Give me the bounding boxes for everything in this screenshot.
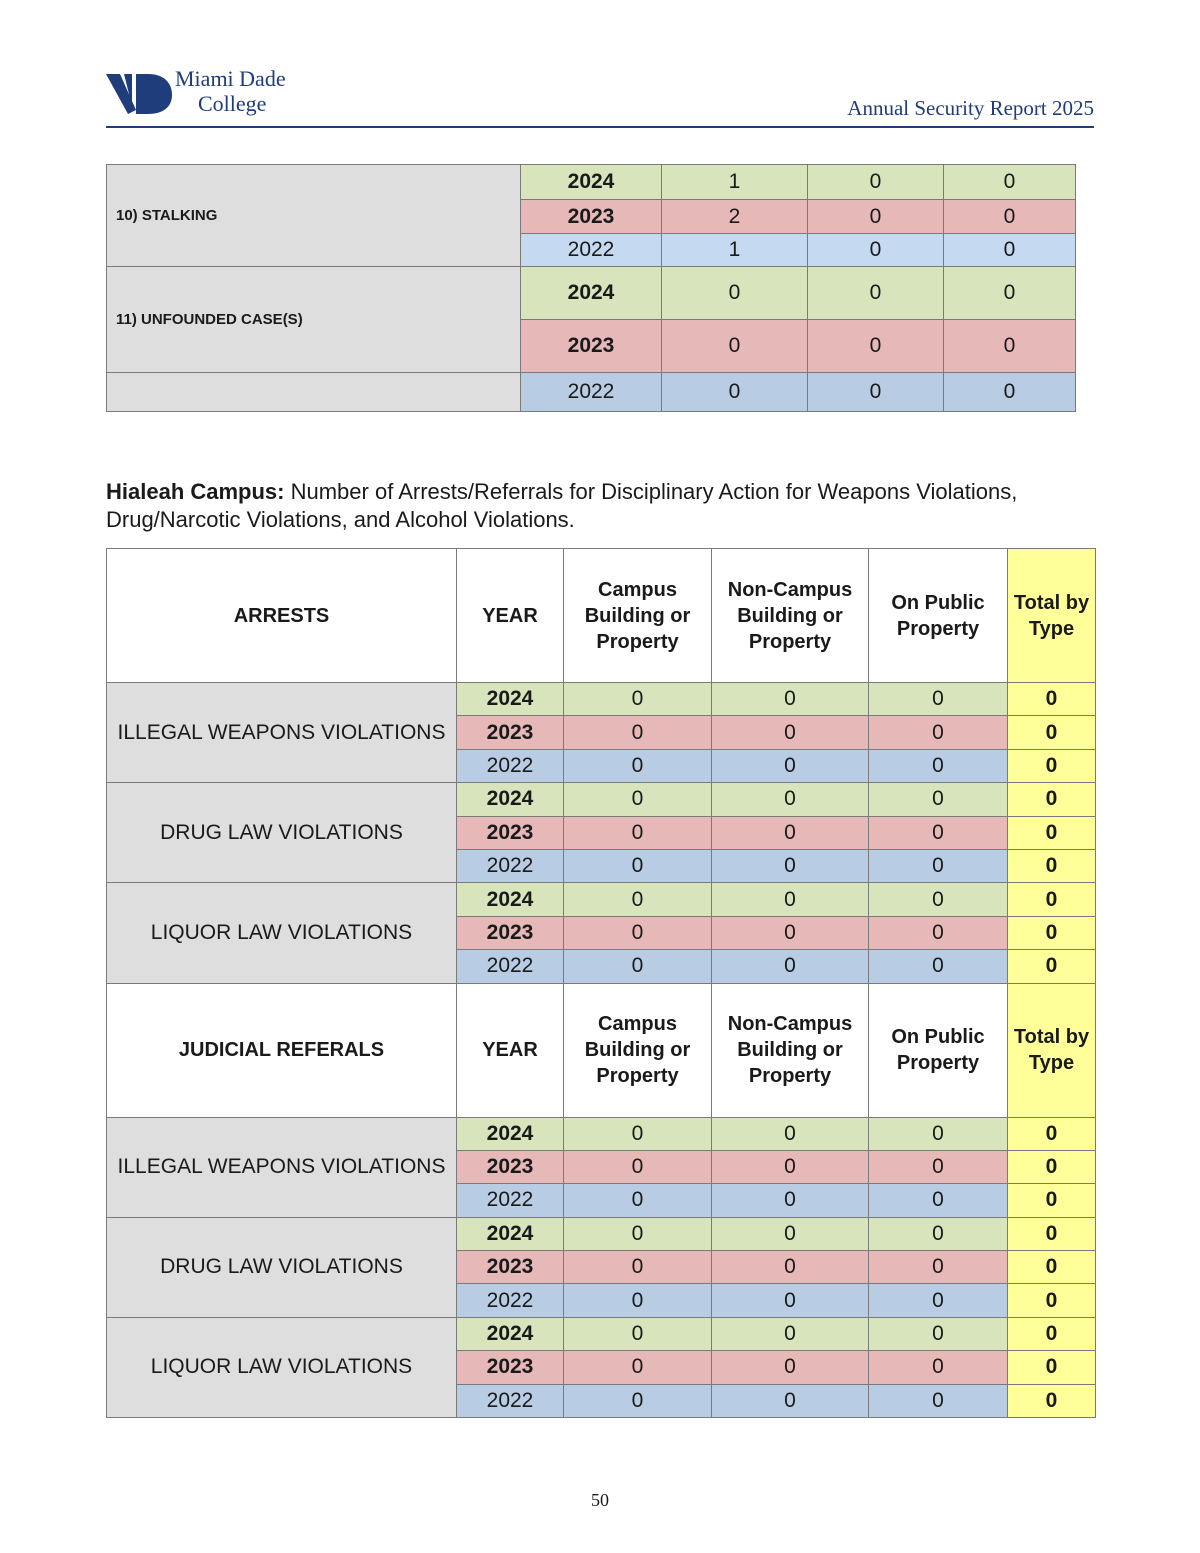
value-cell: 0	[712, 1251, 869, 1284]
total-cell: 0	[1008, 950, 1096, 983]
year-cell: 2023	[457, 1150, 564, 1183]
campus-name: Hialeah Campus:	[106, 479, 285, 504]
value-cell: 0	[564, 749, 712, 782]
column-header: Non-Campus Building or Property	[712, 983, 869, 1117]
value-cell: 0	[712, 816, 869, 849]
value-cell: 0	[564, 849, 712, 882]
total-cell: 0	[1008, 716, 1096, 749]
table-row	[107, 683, 1096, 716]
value-cell: 0	[808, 267, 944, 320]
value-cell: 0	[944, 165, 1076, 200]
year-cell: 2023	[521, 320, 662, 373]
total-cell: 0	[1008, 1284, 1096, 1317]
table-row	[107, 373, 1076, 412]
value-cell: 0	[564, 1217, 712, 1250]
column-header: Non-Campus Building or Property	[712, 549, 869, 683]
category-label: DRUG LAW VIOLATIONS	[107, 1217, 457, 1317]
year-cell: 2023	[457, 816, 564, 849]
value-cell: 0	[564, 883, 712, 916]
value-cell: 0	[564, 1351, 712, 1384]
value-cell: 0	[712, 683, 869, 716]
category-label: ILLEGAL WEAPONS VIOLATIONS	[107, 1117, 457, 1217]
section-intro	[106, 478, 1086, 534]
college-logo-icon	[106, 70, 172, 116]
year-cell: 2022	[521, 373, 662, 412]
value-cell: 0	[869, 1384, 1008, 1417]
column-header: On Public Property	[869, 549, 1008, 683]
column-header: Campus Building or Property	[564, 983, 712, 1117]
value-cell: 0	[712, 1317, 869, 1350]
total-cell: 0	[1008, 816, 1096, 849]
year-cell: 2024	[521, 267, 662, 320]
year-cell: 2022	[457, 1284, 564, 1317]
value-cell: 0	[869, 1351, 1008, 1384]
category-label: LIQUOR LAW VIOLATIONS	[107, 883, 457, 983]
value-cell: 0	[564, 716, 712, 749]
value-cell: 0	[944, 373, 1076, 412]
value-cell: 0	[712, 1351, 869, 1384]
total-cell: 0	[1008, 783, 1096, 816]
total-cell: 0	[1008, 683, 1096, 716]
vawa-offenses-table	[106, 164, 1076, 412]
section-title: JUDICIAL REFERALS	[107, 983, 457, 1117]
total-cell: 0	[1008, 1384, 1096, 1417]
value-cell: 0	[944, 267, 1076, 320]
value-cell: 0	[564, 816, 712, 849]
total-cell: 0	[1008, 1317, 1096, 1350]
value-cell: 0	[869, 1317, 1008, 1350]
value-cell: 0	[869, 783, 1008, 816]
value-cell: 0	[808, 234, 944, 267]
table-row	[107, 267, 1076, 320]
value-cell: 0	[564, 950, 712, 983]
page-number: 50	[591, 1490, 609, 1510]
value-cell: 0	[662, 373, 808, 412]
total-cell: 0	[1008, 1351, 1096, 1384]
value-cell: 0	[869, 916, 1008, 949]
year-cell: 2022	[457, 1384, 564, 1417]
column-header: Total by Type	[1008, 549, 1096, 683]
total-cell: 0	[1008, 1251, 1096, 1284]
year-cell: 2023	[457, 1251, 564, 1284]
total-cell: 0	[1008, 916, 1096, 949]
value-cell: 0	[944, 320, 1076, 373]
value-cell: 0	[808, 200, 944, 234]
offense-label: 11) UNFOUNDED CASE(S)	[107, 267, 521, 373]
table-row	[107, 1217, 1096, 1250]
value-cell: 0	[564, 783, 712, 816]
value-cell: 0	[869, 683, 1008, 716]
year-cell: 2023	[457, 916, 564, 949]
value-cell: 1	[662, 165, 808, 200]
value-cell: 0	[564, 916, 712, 949]
value-cell: 0	[944, 200, 1076, 234]
year-cell: 2024	[457, 883, 564, 916]
arrests-referrals-table	[106, 548, 1096, 1418]
value-cell: 0	[869, 716, 1008, 749]
intro-text: Number of Arrests/Referrals for Disciplinary Action for Weapons Violations, Drug/Narcotic Violations, and Alcohol Violations.	[106, 479, 1018, 532]
table-row	[107, 1117, 1096, 1150]
total-cell: 0	[1008, 749, 1096, 782]
value-cell: 0	[869, 1150, 1008, 1183]
year-cell: 2022	[521, 234, 662, 267]
total-cell: 0	[1008, 1150, 1096, 1183]
value-cell: 0	[564, 1284, 712, 1317]
offense-label	[107, 373, 521, 412]
year-cell: 2024	[457, 683, 564, 716]
category-label: DRUG LAW VIOLATIONS	[107, 783, 457, 883]
column-header: On Public Property	[869, 983, 1008, 1117]
value-cell: 0	[564, 1317, 712, 1350]
year-cell: 2022	[457, 849, 564, 882]
header-row	[107, 549, 1096, 683]
table-row	[107, 783, 1096, 816]
value-cell: 0	[869, 849, 1008, 882]
value-cell: 0	[869, 1251, 1008, 1284]
value-cell: 0	[869, 883, 1008, 916]
section-title: ARRESTS	[107, 549, 457, 683]
college-name-line2: College	[198, 91, 267, 116]
value-cell: 0	[564, 1184, 712, 1217]
header-row	[107, 983, 1096, 1117]
year-cell: 2023	[521, 200, 662, 234]
total-cell: 0	[1008, 1217, 1096, 1250]
year-cell: 2024	[457, 1317, 564, 1350]
value-cell: 0	[808, 373, 944, 412]
year-cell: 2022	[457, 950, 564, 983]
value-cell: 0	[712, 716, 869, 749]
year-cell: 2024	[457, 1217, 564, 1250]
table-row	[107, 165, 1076, 200]
year-cell: 2024	[521, 165, 662, 200]
value-cell: 0	[712, 1184, 869, 1217]
value-cell: 0	[712, 1150, 869, 1183]
value-cell: 0	[712, 1384, 869, 1417]
value-cell: 0	[712, 916, 869, 949]
year-cell: 2023	[457, 1351, 564, 1384]
total-cell: 0	[1008, 1184, 1096, 1217]
value-cell: 0	[564, 683, 712, 716]
value-cell: 0	[564, 1384, 712, 1417]
offense-label: 10) STALKING	[107, 165, 521, 267]
value-cell: 0	[869, 1117, 1008, 1150]
value-cell: 0	[564, 1150, 712, 1183]
value-cell: 0	[712, 1117, 869, 1150]
year-cell: 2022	[457, 749, 564, 782]
column-header: Total by Type	[1008, 983, 1096, 1117]
column-header: Campus Building or Property	[564, 549, 712, 683]
value-cell: 0	[564, 1117, 712, 1150]
total-cell: 0	[1008, 1117, 1096, 1150]
value-cell: 0	[808, 165, 944, 200]
table-row	[107, 883, 1096, 916]
value-cell: 0	[712, 783, 869, 816]
header-divider	[106, 126, 1094, 128]
value-cell: 0	[712, 1284, 869, 1317]
category-label: ILLEGAL WEAPONS VIOLATIONS	[107, 683, 457, 783]
value-cell: 0	[564, 1251, 712, 1284]
year-cell: 2022	[457, 1184, 564, 1217]
college-name-line1: Miami Dade	[175, 66, 286, 91]
category-label: LIQUOR LAW VIOLATIONS	[107, 1317, 457, 1417]
value-cell: 0	[944, 234, 1076, 267]
column-header: YEAR	[457, 549, 564, 683]
value-cell: 1	[662, 234, 808, 267]
total-cell: 0	[1008, 883, 1096, 916]
value-cell: 0	[712, 749, 869, 782]
value-cell: 2	[662, 200, 808, 234]
year-cell: 2024	[457, 783, 564, 816]
table-row	[107, 1317, 1096, 1350]
year-cell: 2024	[457, 1117, 564, 1150]
year-cell: 2023	[457, 716, 564, 749]
value-cell: 0	[712, 950, 869, 983]
column-header: YEAR	[457, 983, 564, 1117]
value-cell: 0	[662, 320, 808, 373]
total-cell: 0	[1008, 849, 1096, 882]
report-title: Annual Security Report 2025	[847, 96, 1094, 120]
value-cell: 0	[869, 950, 1008, 983]
value-cell: 0	[712, 1217, 869, 1250]
value-cell: 0	[712, 849, 869, 882]
value-cell: 0	[808, 320, 944, 373]
college-name	[175, 66, 286, 116]
value-cell: 0	[869, 749, 1008, 782]
value-cell: 0	[712, 883, 869, 916]
value-cell: 0	[869, 1184, 1008, 1217]
value-cell: 0	[662, 267, 808, 320]
value-cell: 0	[869, 816, 1008, 849]
value-cell: 0	[869, 1217, 1008, 1250]
value-cell: 0	[869, 1284, 1008, 1317]
